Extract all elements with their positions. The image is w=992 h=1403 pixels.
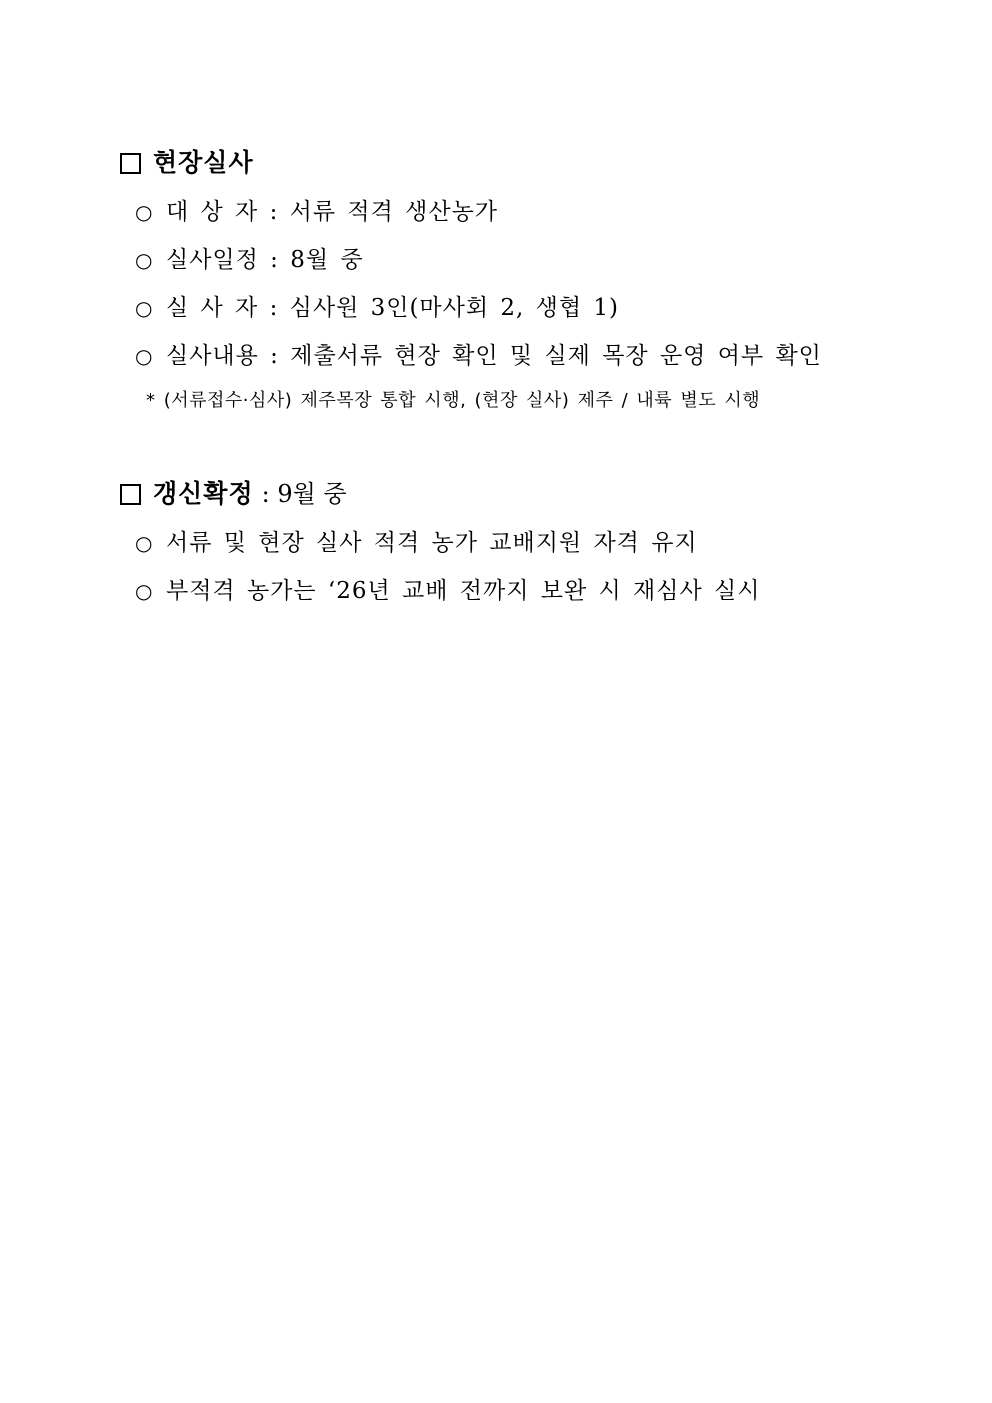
list-item-text: 대 상 자 : 서류 적격 생산농가 bbox=[166, 199, 499, 225]
list-item-text: 실사일정 : 8월 중 bbox=[166, 247, 364, 273]
list-item bbox=[120, 292, 920, 324]
circle-bullet-icon: ○ bbox=[135, 344, 153, 368]
checkbox-square-icon bbox=[120, 484, 141, 505]
list-item-text: 부적격 농가는 ‘26년 교배 전까지 보완 시 재심사 실시 bbox=[166, 578, 761, 604]
circle-bullet-icon: ○ bbox=[135, 248, 153, 272]
list-item bbox=[120, 575, 920, 607]
list-item bbox=[120, 340, 920, 372]
circle-bullet-icon: ○ bbox=[135, 200, 153, 224]
section-heading bbox=[120, 477, 920, 511]
section-heading bbox=[120, 146, 920, 180]
section-site-inspection bbox=[120, 146, 920, 414]
circle-bullet-icon: ○ bbox=[135, 296, 153, 320]
list-item-text: 실 사 자 : 심사원 3인(마사회 2, 생협 1) bbox=[166, 295, 620, 321]
section-renewal-confirmation bbox=[120, 477, 920, 607]
list-item bbox=[120, 244, 920, 276]
section-title-date: : 9월 중 bbox=[261, 480, 347, 508]
list-item bbox=[120, 196, 920, 228]
section-title: 갱신확정 bbox=[153, 479, 254, 508]
footnote-text: * (서류접수·심사) 제주목장 통합 시행, (현장 실사) 제주 / 내륙 별도 시행 bbox=[146, 390, 761, 411]
list-item-text: 서류 및 현장 실사 적격 농가 교배지원 자격 유지 bbox=[166, 530, 698, 556]
checkbox-square-icon bbox=[120, 153, 141, 174]
footnote bbox=[120, 388, 920, 414]
circle-bullet-icon: ○ bbox=[135, 579, 153, 603]
list-item bbox=[120, 527, 920, 559]
list-item-text: 실사내용 : 제출서류 현장 확인 및 실제 목장 운영 여부 확인 bbox=[166, 343, 822, 369]
circle-bullet-icon: ○ bbox=[135, 531, 153, 555]
section-title: 현장실사 bbox=[153, 148, 254, 177]
